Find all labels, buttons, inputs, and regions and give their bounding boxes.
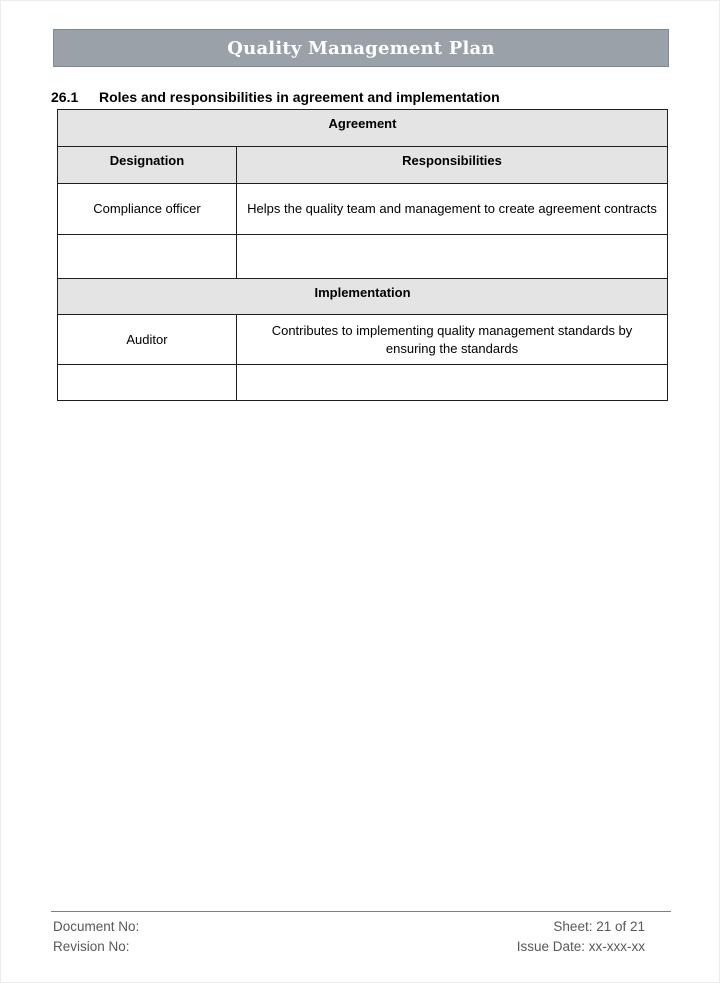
issue-date-info: Issue Date: xx-xxx-xx (516, 939, 645, 954)
column-header-designation: Designation (58, 147, 237, 184)
table-row (58, 315, 668, 365)
responsibility-cell-empty (237, 365, 668, 401)
document-title-banner (53, 29, 669, 67)
sheet-info: Sheet: 21 of 21 (553, 919, 645, 934)
section-title: Roles and responsibilities in agreement and implementation (99, 89, 500, 105)
agreement-section-header: Agreement (58, 110, 668, 147)
table-row (58, 184, 668, 235)
column-header-responsibilities: Responsibilities (237, 147, 668, 184)
document-no-label: Document No: (53, 919, 140, 934)
responsibility-cell: Helps the quality team and management to create agreement contracts (237, 184, 668, 235)
document-title: Quality Management Plan (227, 37, 495, 59)
revision-no-label: Revision No: (53, 939, 130, 954)
designation-cell: Compliance officer (58, 184, 237, 235)
section-number: 26.1 (51, 89, 79, 105)
table-row (58, 235, 668, 279)
table-row (58, 147, 668, 184)
designation-cell: Auditor (58, 315, 237, 365)
responsibility-cell-empty (237, 235, 668, 279)
designation-cell-empty (58, 235, 237, 279)
footer-right-block (517, 917, 645, 957)
footer-left-block (53, 917, 139, 957)
table-row (58, 279, 668, 315)
section-heading (51, 89, 500, 105)
designation-cell-empty (58, 365, 237, 401)
table-row (58, 110, 668, 147)
table-row (58, 365, 668, 401)
responsibility-cell: Contributes to implementing quality management standards by ensuring the standards (237, 315, 668, 365)
roles-responsibilities-table (57, 109, 668, 401)
implementation-section-header: Implementation (58, 279, 668, 315)
footer-divider (51, 911, 671, 912)
